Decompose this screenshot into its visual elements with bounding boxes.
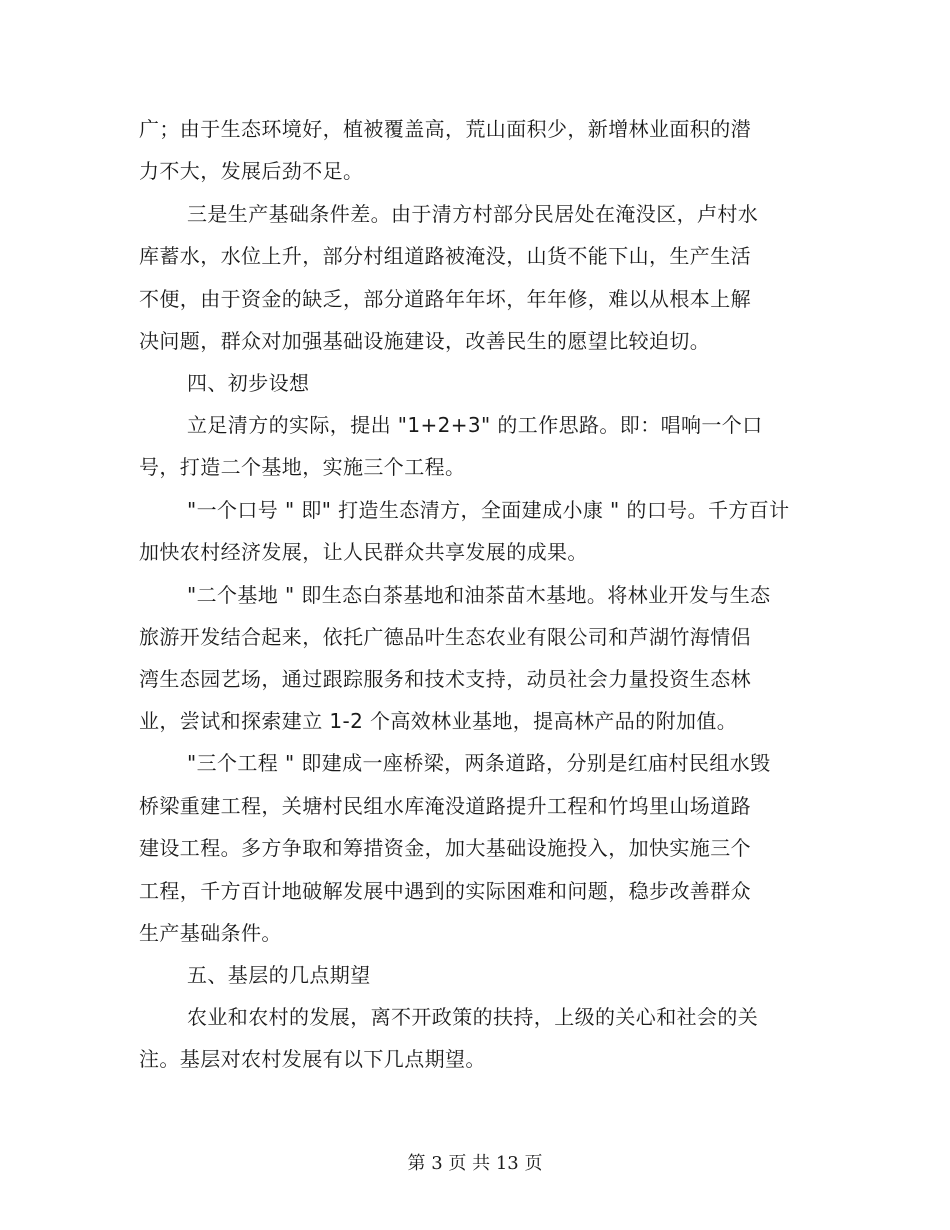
text-line: "一个口号 " 即" 打造生态清方，全面建成小康 " 的口号。千方百计 [187,498,790,522]
text-line: 旅游开发结合起来，依托广德品叶生态农业有限公司和芦湖竹海情侣 [139,625,751,649]
page-number: 第 3 页 共 13 页 [407,1153,543,1174]
text-line: 注。基层对农村发展有以下几点期望。 [139,1047,486,1071]
text-line: 农业和农村的发展，离不开政策的扶持，上级的关心和社会的关 [187,1005,759,1029]
text-line: 不便，由于资金的缺乏，部分道路年年坏，年年修，难以从根本上解 [139,287,751,311]
text-line: 加快农村经济发展，让人民群众共享发展的成果。 [139,540,588,564]
text-line: 力不大，发展后劲不足。 [139,159,364,183]
text-line: 建设工程。多方争取和筹措资金，加大基础设施投入，加快实施三个 [139,836,751,860]
text-line: 桥梁重建工程，关塘村民组水库淹没道路提升工程和竹坞里山场道路 [139,794,751,818]
text-line: 业，尝试和探索建立 1-2 个高效林业基地，提高林产品的附加值。 [139,709,738,733]
text-line: 库蓄水，水位上升，部分村组道路被淹没，山货不能下山，生产生活 [139,244,751,268]
text-line: 工程，千方百计地破解发展中遇到的实际困难和问题，稳步改善群众 [139,879,751,903]
text-line: 生产基础条件。 [139,921,282,945]
text-line: 决问题，群众对加强基础设施建设，改善民生的愿望比较迫切。 [139,329,711,353]
text-line: 立足清方的实际，提出 "1+2+3" 的工作思路。即：唱响一个口 [187,413,763,437]
section-heading: 五、基层的几点期望 [187,963,371,987]
text-line: 号，打造二个基地，实施三个工程。 [139,455,466,479]
text-line: 广；由于生态环境好，植被覆盖高，荒山面积少，新增林业面积的潜 [139,117,751,141]
text-line: "二个基地 " 即生态白茶基地和油茶苗木基地。将林业开发与生态 [187,583,771,607]
section-heading: 四、初步设想 [187,371,310,395]
text-line: "三个工程 " 即建成一座桥梁，两条道路，分别是红庙村民组水毁 [187,751,771,775]
text-line: 三是生产基础条件差。由于清方村部分民居处在淹没区，卢村水 [187,202,759,226]
text-line: 湾生态园艺场，通过跟踪服务和技术支持，动员社会力量投资生态林 [139,667,751,691]
